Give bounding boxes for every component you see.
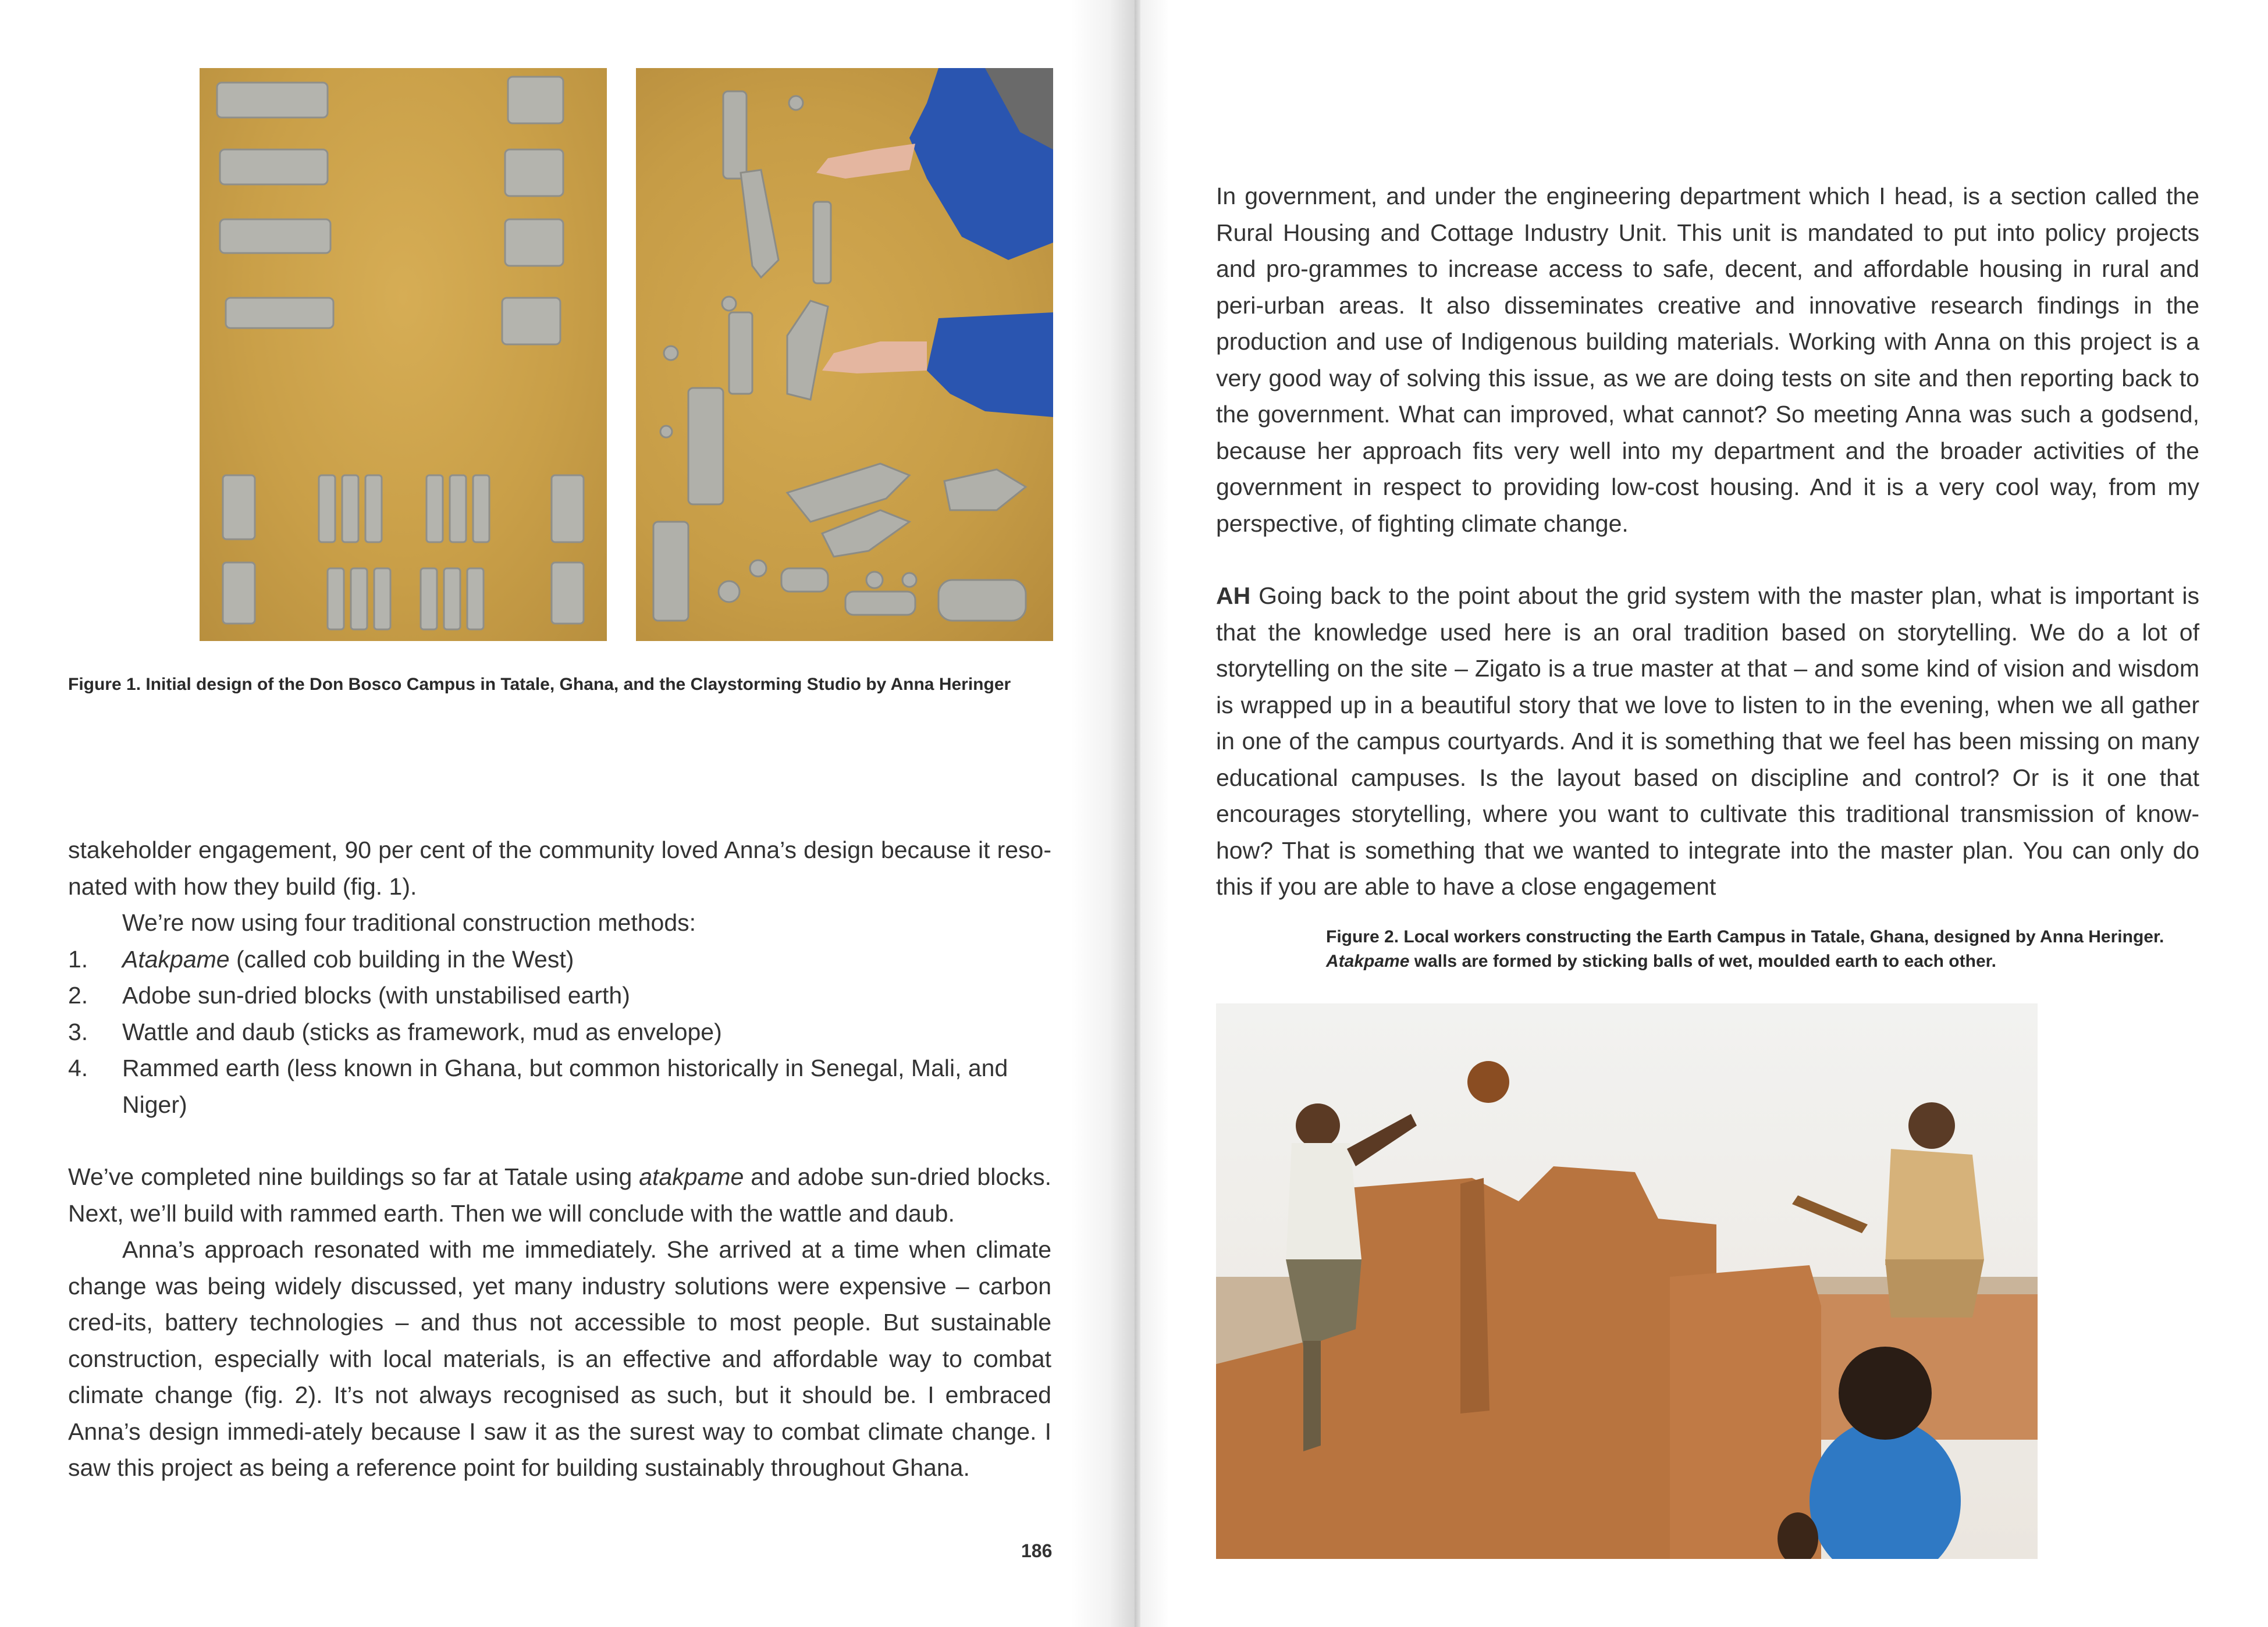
methods-intro: We’re now using four traditional construction methods: bbox=[122, 909, 696, 936]
method-item-4: 4. Rammed earth (less known in Ghana, but common historically in Senegal, Mali, and Niger) bbox=[68, 1055, 1008, 1118]
figure1-photo-clay-models-grid bbox=[200, 68, 607, 641]
construction-methods-list bbox=[68, 941, 1051, 1123]
method-item-3: 3. Wattle and daub (sticks as framework, mud as envelope) bbox=[68, 1018, 722, 1045]
right-paragraph-2: AH Going back to the point about the grid system with the master plan, what is important is that the knowledge used here is an oral tradition based on storytelling. We do a lot of storytelling on the site – Zigato is a true master at that – and some kind of vision and wisdom is wrapped up in a beautiful story that we love to listen to in the evening, when we all gather in one of the campus courtyards. And it is something that we feel has been missing on many educational campuses. Is the layout based on discipline and control? Or is it one that encourages storytelling, where you want to cultivate this traditional transmission of know-how? That is something that we wanted to integrate into the master plan. You can only do this if you are able to have a close engagement bbox=[1216, 582, 2199, 900]
left-paragraph-2: We’ve completed nine buildings so far at Tatale using atakpame and adobe sun-dried blocks. Next, we’ll build with rammed earth. Then we will conclude with the wattle and daub. bbox=[68, 1163, 1052, 1227]
left-paragraph-1: stakeholder engagement, 90 per cent of the community loved Anna’s design because it reso-nated with how they build (fig. 1). bbox=[68, 836, 1051, 900]
right-body-text bbox=[1216, 178, 2199, 905]
book-spine-shadow-right bbox=[1135, 0, 1169, 1627]
method-item-1: 1. Atakpame (called cob building in the West) bbox=[68, 945, 574, 973]
left-body-text bbox=[68, 832, 1051, 1486]
figure1-caption: Figure 1. Initial design of the Don Bosco Campus in Tatale, Ghana, and the Claystorming Studio by Anna Heringer bbox=[68, 675, 1011, 694]
clay-models-grid-illustration bbox=[200, 68, 607, 641]
figure2-photo-earth-campus-workers bbox=[1216, 1003, 2038, 1559]
right-paragraph-1: In government, and under the engineering department which I head, is a section called the Rural Housing and Cottage Industry Unit. This unit is mandated to put into policy projects and pro-grammes to increase access to safe, decent, and affordable housing in rural and peri-urban areas. It also disseminates creative and innovative research findings in the production and use of Indigenous building materials. Working with Anna on this project is a very good way of solving this issue, as we are doing tests on site and then reporting back to the government. What can improved, what cannot? So meeting Anna was such a godsend, because her approach fits very well into my department and the broader activities of the government in respect to providing low-cost housing. And it is a very cool way, from my perspective, of fighting climate change. bbox=[1216, 183, 2199, 537]
book-spine-shadow bbox=[1071, 0, 1140, 1627]
method-item-2: 2. Adobe sun-dried blocks (with unstabilised earth) bbox=[68, 982, 630, 1009]
claystorming-hands-illustration bbox=[636, 68, 1053, 641]
figure1-photo-claystorming-hands bbox=[636, 68, 1053, 641]
figure2-caption: Figure 2. Local workers constructing the Earth Campus in Tatale, Ghana, designed by Anna Heringer. Atakpame walls are formed by sticking balls of wet, moulded earth to each other. bbox=[1326, 927, 2164, 971]
earth-campus-workers-illustration bbox=[1216, 1003, 2038, 1559]
page-number: 186 bbox=[1021, 1540, 1053, 1561]
speaker-initials: AH bbox=[1216, 582, 1251, 609]
left-paragraph-3: Anna’s approach resonated with me immediately. She arrived at a time when climate change was being widely discussed, yet many industry solutions were expensive – carbon cred-its, battery technologies – and thus not accessible to most people. But sustainable construction, especially with local materials, is an effective and affordable way to combat climate change (fig. 2). It’s not always recognised as such, but it should be. I embraced Anna’s design immedi-ately because I saw it as the surest way to combat climate change. I saw this project as being a reference point for building sustainably throughout Ghana. bbox=[68, 1236, 1051, 1481]
